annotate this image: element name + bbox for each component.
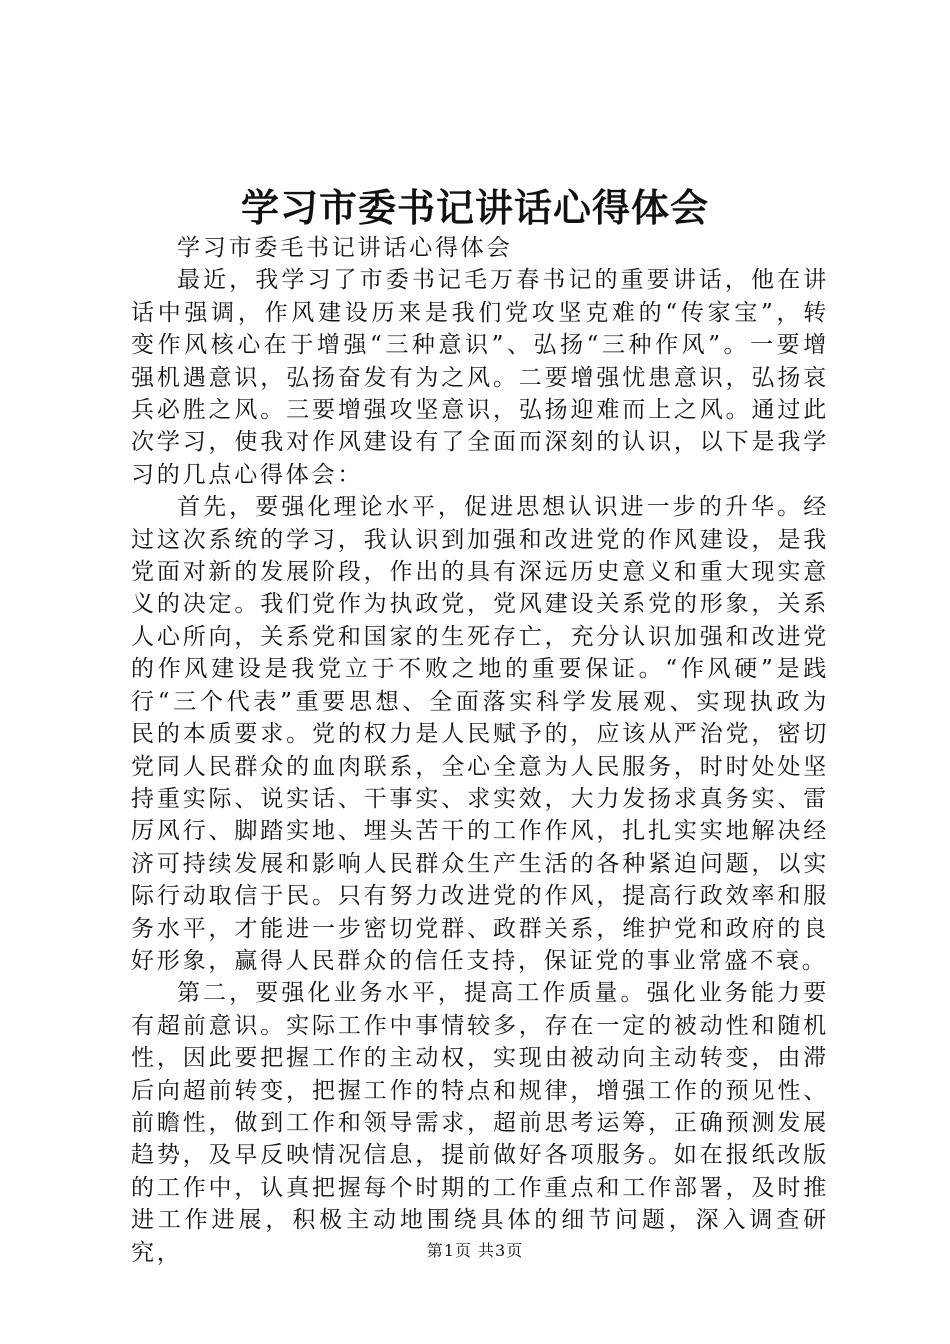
document-body [131, 232, 829, 1269]
intro-paragraph: 最近，我学习了市委书记毛万春书记的重要讲话，他在讲话中强调，作风建设历来是我们党攻坚克难的“传家宝”，转变作风核心在于增强“三种意识”、弘扬“三种作风”。一要增强机遇意识，弘扬奋发有为之风。二要增强忧患意识，弘扬哀兵必胜之风。三要增强攻坚意识，弘扬迎难而上之风。通过此次学习，使我对作风建设有了全面而深刻的认识，以下是我学习的几点心得体会： [131, 267, 829, 488]
subtitle-paragraph: 学习市委毛书记讲话心得体会 [177, 235, 513, 261]
first-point-paragraph: 首先，要强化理论水平，促进思想认识进一步的升华。经过这次系统的学习，我认识到加强和改进党的作风建设，是我党面对新的发展阶段，作出的具有深远历史意义和重大现实意义的决定。我们党作为执政党，党风建设关系党的形象，关系人心所向，关系党和国家的生死存亡，充分认识加强和改进党的作风建设是我党立于不败之地的重要保证。“作风硬”是践行“三个代表”重要思想、全面落实科学发展观、实现执政为民的本质要求。党的权力是人民赋予的，应该从严治党，密切党同人民群众的血肉联系，全心全意为人民服务，时时处处坚持重实际、说实话、干事实、求实效，大力发扬求真务实、雷厉风行、脚踏实地、埋头苦干的工作作风，扎扎实实地解决经济可持续发展和影响人民群众生产生活的各种紧迫问题，以实际行动取信于民。只有努力改进党的作风，提高行政效率和服务水平，才能进一步密切党群、政群关系，维护党和政府的良好形象，赢得人民群众的信任支持，保证党的事业常盛不衰。 [131, 494, 829, 974]
second-point-paragraph: 第二，要强化业务水平，提高工作质量。强化业务能力要有超前意识。实际工作中事情较多，存在一定的被动性和随机性，因此要把握工作的主动权，实现由被动向主动转变，由滞后向超前转变，把握工作的特点和规律，增强工作的预见性、前瞻性，做到工作和领导需求，超前思考运筹，正确预测发展趋势，及早反映情况信息，提前做好各项服务。如在报纸改版的工作中，认真把握每个时期的工作重点和工作部署，及时推进工作进展，积极主动地围绕具体的细节问题，深入调查研究， [131, 980, 829, 1266]
document-title: 学习市委书记讲话心得体会 [240, 186, 709, 230]
page-number-footer: 第1页 共3页 [426, 1241, 524, 1260]
